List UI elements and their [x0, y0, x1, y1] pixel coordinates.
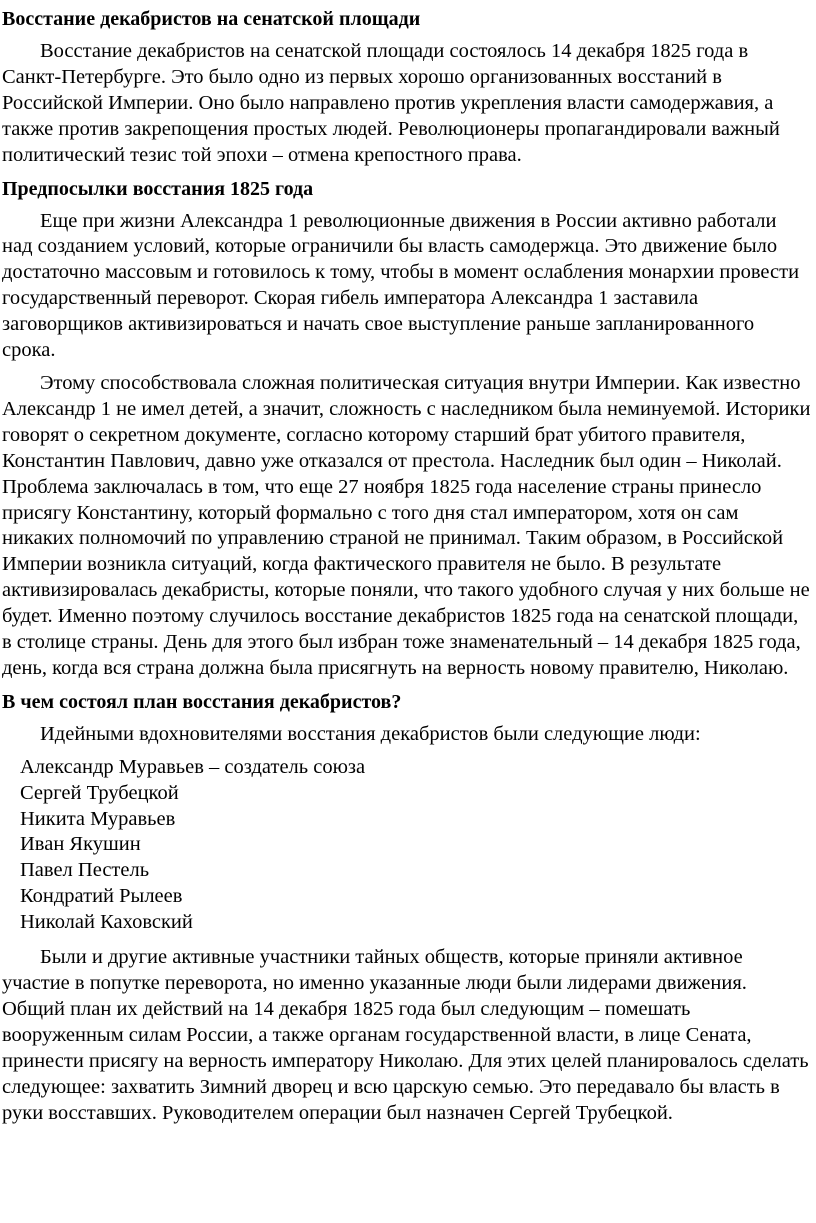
prerequisites-paragraph-2: Этому способствовала сложная политическая ситуация внутри Империи. Как известно Александр 1 не имел детей, а значит, сложность с наследником была неминуемой. Историки говорят о секретном документе, согласно которому старший брат убитого правителя, Константин Павлович, давно уже отказался от престола. Наследник был один – Николай. Проблема заключалась в том, что еще 27 ноября 1825 года население страны принесло присягу Константину, который формально с того дня стал императором, хотя он сам никаких полномочий по управлению страной не принимал. Таким образом, в Российской Империи возникла ситуаций, когда фактического правителя не было. В результате активизировалась декабристы, которые поняли, что такого удобного случая у них больше не будет. Именно поэтому случилось восстание декабристов 1825 года на сенатской площади, в столице страны. День для этого был избран тоже знаменательный – 14 декабря 1825 года, день, когда вся страна должна была присягнуть на верность новому правителю, Николаю. [2, 371, 811, 679]
list-item: Александр Муравьев – создатель союза [20, 755, 366, 778]
plan-paragraph-1: Идейными вдохновителями восстания декабристов были следующие люди: [40, 722, 701, 745]
list-item: Иван Якушин [20, 833, 141, 856]
section-heading-plan: В чем состоял план восстания декабристов? [2, 690, 402, 713]
intro-paragraph: Восстание декабристов на сенатской площади состоялось 14 декабря 1825 года в Санкт-Петербурге. Это было одно из первых хорошо организованных восстаний в Российской Империи. Оно было направлено против укрепления власти самодержавия, а также против закрепощения простых людей. Революционеры пропагандировали важный политический тезис той эпохи – отмена крепостного права. [2, 40, 780, 166]
list-item: Кондратий Рылеев [20, 885, 183, 908]
section-heading-prerequisites: Предпосылки восстания 1825 года [2, 177, 314, 200]
list-item: Никита Муравьев [20, 807, 176, 830]
leaders-list [2, 755, 812, 936]
prerequisites-paragraph-1: Еще при жизни Александра 1 революционные движения в России активно работали над созданием условий, которые ограничили бы власть самодержца. Это движение было достаточно массовым и готовилось к тому, чтобы в момент ослабления монархии провести государственный переворот. Скорая гибель императора Александра 1 заставила заговорщиков активизироваться и начать свое выступление раньше запланированного срока. [2, 209, 800, 362]
document-title: Восстание декабристов на сенатской площади [2, 8, 421, 30]
list-item: Николай Каховский [20, 911, 193, 934]
list-item: Павел Пестель [20, 859, 150, 882]
plan-paragraph-2: Были и другие активные участники тайных обществ, которые приняли активное участие в попутке переворота, но именно указанные люди были лидерами движения. Общий план их действий на 14 декабря 1825 года был следующим – помешать вооруженным силам России, а также органам государственной власти, в лице Сената, принести присягу на верность императору Николаю. Для этих целей планировалось сделать следующее: захватить Зимний дворец и всю царскую семью. Это передавало бы власть в руки восставших. Руководителем операции был назначен Сергей Трубецкой. [2, 946, 809, 1124]
list-item: Сергей Трубецкой [20, 781, 179, 804]
